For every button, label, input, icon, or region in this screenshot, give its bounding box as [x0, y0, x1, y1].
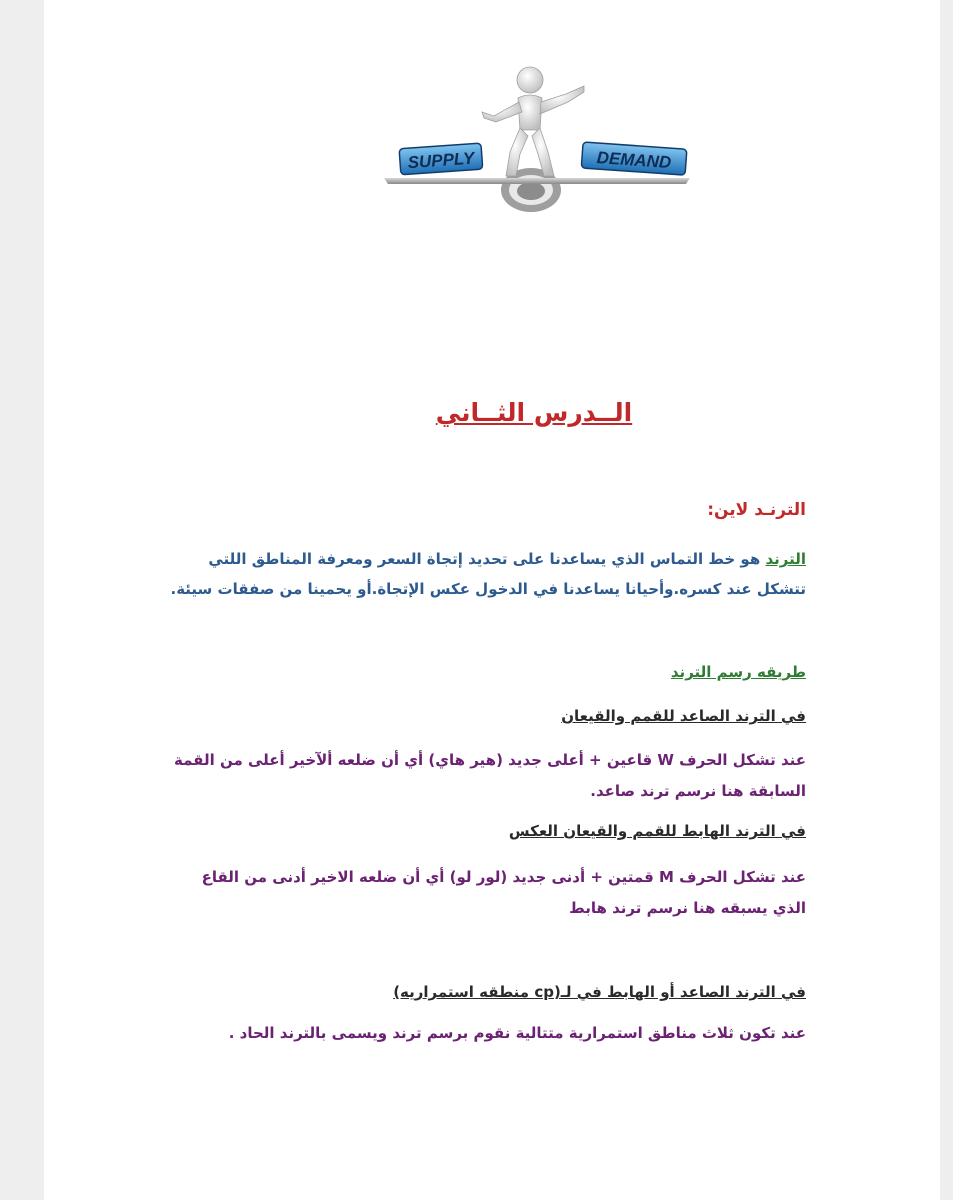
seesaw-plank: [384, 178, 690, 184]
drawing-method-heading: طريقه رسم الترند: [670, 663, 806, 681]
cp-heading: في الترند الصاعد أو الهابط في لـ(cp منطقه استمراريه): [393, 983, 806, 1001]
lesson-title: الــدرس الثــاني: [435, 398, 633, 427]
trend-term: الترند: [765, 550, 806, 568]
downtrend-paragraph: عند تشكل الحرف M قمتين + أدنى جديد (لور لو) أي أن ضلعه الاخير أدنى من القاع الذي يسبقه هنا نرسم ترند هابط: [201, 868, 806, 917]
demand-text: DEMAND: [596, 148, 672, 173]
uptrend-paragraph: عند تشكل الحرف W قاعين + أعلى جديد (هير هاي) أي أن ضلعه ألآخير أعلى من القمة السابقة هنا نرسم ترند صاعد.: [174, 751, 806, 800]
uptrend-heading: في الترند الصاعد للقمم والقيعان: [561, 707, 806, 725]
demand-label: [581, 142, 687, 175]
trend-definition-paragraph: [166, 544, 806, 604]
downtrend-heading: في الترند الهابط للقمم والقيعان العكس: [508, 822, 806, 840]
document-page: [44, 0, 940, 1200]
supply-label: [399, 143, 483, 175]
trend-line-heading: الترنـد لاين:: [707, 500, 806, 520]
cp-paragraph: عند تكون ثلاث مناطق استمرارية متتالية نقوم برسم ترند ويسمى بالترند الحاد .: [228, 1024, 806, 1042]
supply-demand-logo: [370, 60, 700, 230]
supply-text: SUPPLY: [407, 148, 475, 173]
stick-figure-icon: [482, 67, 584, 176]
trend-definition-text: هو خط التماس الذي يساعدنا على تحديد إتجاة السعر ومعرفة المناطق اللتي تتشكل عند كسره.وأحيانا يساعدنا في الدخول عكس الإتجاة.أو يحمينا من صفقات سيئة.: [170, 550, 806, 598]
